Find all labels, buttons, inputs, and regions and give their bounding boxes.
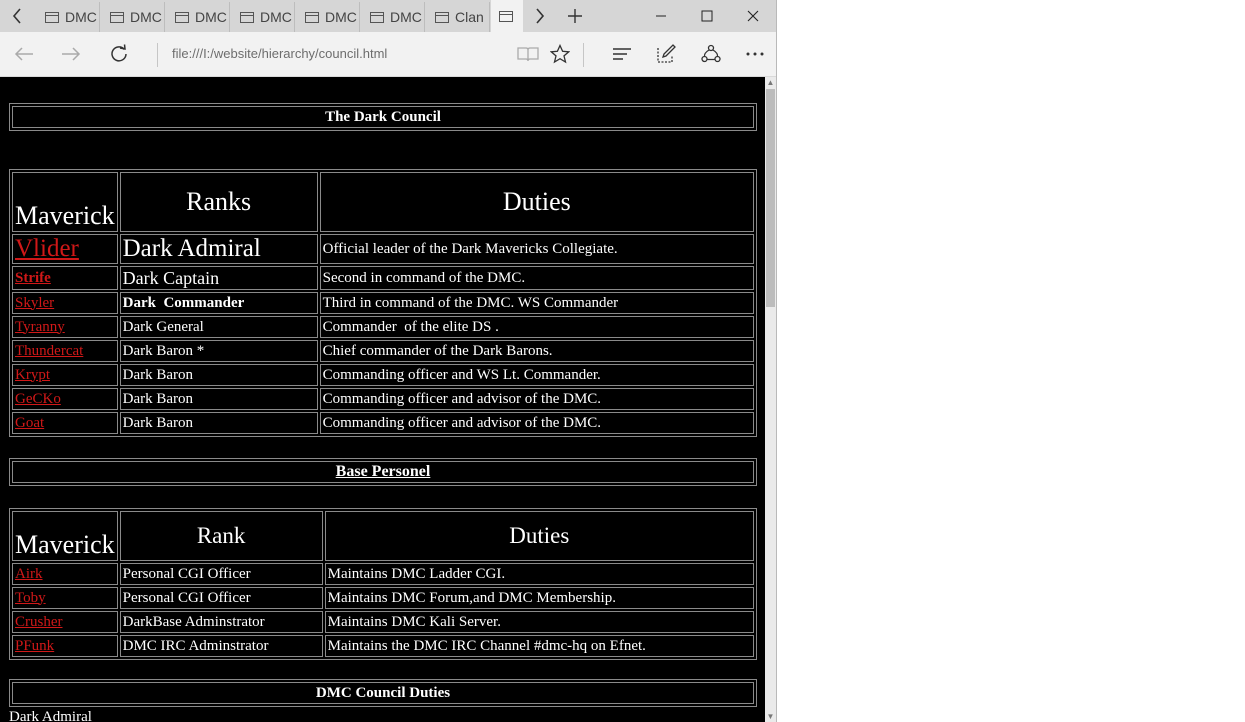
duties-cell: Maintains DMC Kali Server. <box>325 611 754 633</box>
maximize-icon[interactable] <box>684 0 730 32</box>
table-row <box>12 340 754 362</box>
name-cell <box>12 412 118 434</box>
name-cell <box>12 292 118 314</box>
member-link-vlider[interactable]: Vlider <box>15 235 79 262</box>
council-table <box>9 169 757 437</box>
name-cell <box>12 635 118 657</box>
member-link-krypt[interactable]: Krypt <box>15 366 50 383</box>
name-cell <box>12 587 118 609</box>
rank-cell: Dark Baron <box>120 388 318 410</box>
hub-icon[interactable] <box>606 38 638 70</box>
tabs-scroll-right-icon[interactable] <box>523 0 557 32</box>
tab-dmc-2[interactable] <box>101 2 165 32</box>
back-icon[interactable] <box>8 38 40 70</box>
new-tab-icon[interactable] <box>558 0 592 32</box>
scroll-up-icon[interactable]: ▲ <box>766 78 775 87</box>
base-title-box <box>9 458 757 486</box>
close-icon[interactable] <box>730 0 776 32</box>
page-icon <box>45 12 59 23</box>
table-row <box>12 316 754 338</box>
tab-clan[interactable] <box>426 2 490 32</box>
header-duties: Duties <box>325 511 754 561</box>
duties-cell: Maintains the DMC IRC Channel #dmc-hq on Efnet. <box>325 635 754 657</box>
duties-cell: Commanding officer and WS Lt. Commander. <box>320 364 754 386</box>
rank-cell: Dark Captain <box>120 266 318 290</box>
council-header-row <box>12 172 754 232</box>
table-row <box>12 292 754 314</box>
name-cell <box>12 388 118 410</box>
base-header-row <box>12 511 754 561</box>
page-icon <box>370 12 384 23</box>
reading-view-icon[interactable] <box>512 38 544 70</box>
name-cell <box>12 316 118 338</box>
vertical-scrollbar[interactable] <box>765 77 776 722</box>
rank-cell: Dark Baron <box>120 412 318 434</box>
tab-label: DMC <box>325 9 357 25</box>
table-row <box>12 364 754 386</box>
address-bar-row <box>0 32 776 77</box>
duties-cell: Official leader of the Dark Mavericks Collegiate. <box>320 234 754 264</box>
web-note-icon[interactable] <box>650 38 682 70</box>
table-row <box>12 266 754 290</box>
page-viewport[interactable] <box>0 77 765 722</box>
tab-label: DMC <box>130 9 162 25</box>
tab-dmc-4[interactable] <box>231 2 295 32</box>
member-link-gecko[interactable]: GeCKo <box>15 390 61 407</box>
page-icon <box>305 12 319 23</box>
tab-active[interactable] <box>491 0 523 32</box>
table-row <box>12 234 754 264</box>
duties-title: DMC Council Duties <box>12 682 754 704</box>
rank-cell: Dark Baron <box>120 364 318 386</box>
member-link-pfunk[interactable]: PFunk <box>15 637 55 654</box>
tab-label: Clan <box>455 9 484 25</box>
base-title: Base Personel <box>12 461 754 483</box>
scroll-thumb[interactable] <box>766 89 775 307</box>
duties-title-box <box>9 679 757 707</box>
name-cell <box>12 340 118 362</box>
refresh-icon[interactable] <box>103 38 135 70</box>
page-icon <box>110 12 124 23</box>
rank-cell: DMC IRC Adminstrator <box>120 635 323 657</box>
trailing-text: Dark Admiral <box>9 709 92 722</box>
tab-label: DMC <box>65 9 97 25</box>
member-link-tyranny[interactable]: Tyranny <box>15 318 65 335</box>
rank-cell: Personal CGI Officer <box>120 563 323 585</box>
rank-cell: DarkBase Adminstrator <box>120 611 323 633</box>
header-ranks: Ranks <box>120 172 318 232</box>
header-duties: Duties <box>320 172 754 232</box>
council-title-box <box>9 103 757 131</box>
tab-dmc-1[interactable] <box>36 2 100 32</box>
address-field[interactable]: file:///I:/website/hierarchy/council.html <box>172 46 388 61</box>
scroll-down-icon[interactable]: ▼ <box>766 712 775 721</box>
duties-cell: Commanding officer and advisor of the DMC. <box>320 412 754 434</box>
member-link-airk[interactable]: Airk <box>15 565 43 582</box>
tab-label: DMC <box>260 9 292 25</box>
name-cell <box>12 611 118 633</box>
header-maverick: Maverick <box>12 511 118 561</box>
rank-cell: Personal CGI Officer <box>120 587 323 609</box>
table-row <box>12 412 754 434</box>
toolbar-divider <box>583 43 584 67</box>
member-link-toby[interactable]: Toby <box>15 589 46 606</box>
duties-cell: Maintains DMC Ladder CGI. <box>325 563 754 585</box>
duties-cell: Maintains DMC Forum,and DMC Membership. <box>325 587 754 609</box>
duties-cell: Third in command of the DMC. WS Commander <box>320 292 754 314</box>
name-cell <box>12 266 118 290</box>
more-icon[interactable] <box>739 38 771 70</box>
council-title: The Dark Council <box>12 106 754 128</box>
base-table <box>9 508 757 660</box>
rank-cell: Dark Commander <box>120 292 318 314</box>
page-icon <box>240 12 254 23</box>
tab-dmc-3[interactable] <box>166 2 230 32</box>
rank-cell: Dark General <box>120 316 318 338</box>
duties-cell: Second in command of the DMC. <box>320 266 754 290</box>
council-table-container <box>9 169 757 437</box>
rank-cell: Dark Admiral <box>120 234 318 264</box>
minimize-icon[interactable] <box>638 0 684 32</box>
name-cell <box>12 563 118 585</box>
tab-label: DMC <box>195 9 227 25</box>
table-row <box>12 587 754 609</box>
header-maverick: Maverick <box>12 172 118 232</box>
share-icon[interactable] <box>695 38 727 70</box>
member-link-thundercat[interactable]: Thundercat <box>15 342 84 359</box>
table-row <box>12 388 754 410</box>
member-link-skyler[interactable]: Skyler <box>15 294 55 311</box>
page-icon <box>499 11 513 22</box>
base-table-container <box>9 508 757 660</box>
tab-label: DMC <box>390 9 422 25</box>
page-icon <box>175 12 189 23</box>
rank-cell: Dark Baron * <box>120 340 318 362</box>
tabs-scroll-left-icon[interactable] <box>0 0 34 32</box>
table-row <box>12 563 754 585</box>
name-cell <box>12 234 118 264</box>
header-rank: Rank <box>120 511 323 561</box>
name-cell <box>12 364 118 386</box>
favorite-star-icon[interactable] <box>544 38 576 70</box>
forward-icon[interactable] <box>55 38 87 70</box>
member-link-crusher[interactable]: Crusher <box>15 613 63 630</box>
tab-dmc-5[interactable] <box>296 2 360 32</box>
duties-cell: Commander of the elite DS . <box>320 316 754 338</box>
tab-strip <box>0 0 776 32</box>
member-link-strife[interactable]: Strife <box>15 269 51 286</box>
duties-cell: Chief commander of the Dark Barons. <box>320 340 754 362</box>
member-link-goat[interactable]: Goat <box>15 414 45 431</box>
table-row <box>12 635 754 657</box>
page-icon <box>435 12 449 23</box>
address-divider <box>157 43 158 67</box>
tab-dmc-6[interactable] <box>361 2 425 32</box>
duties-cell: Commanding officer and advisor of the DMC. <box>320 388 754 410</box>
table-row <box>12 611 754 633</box>
